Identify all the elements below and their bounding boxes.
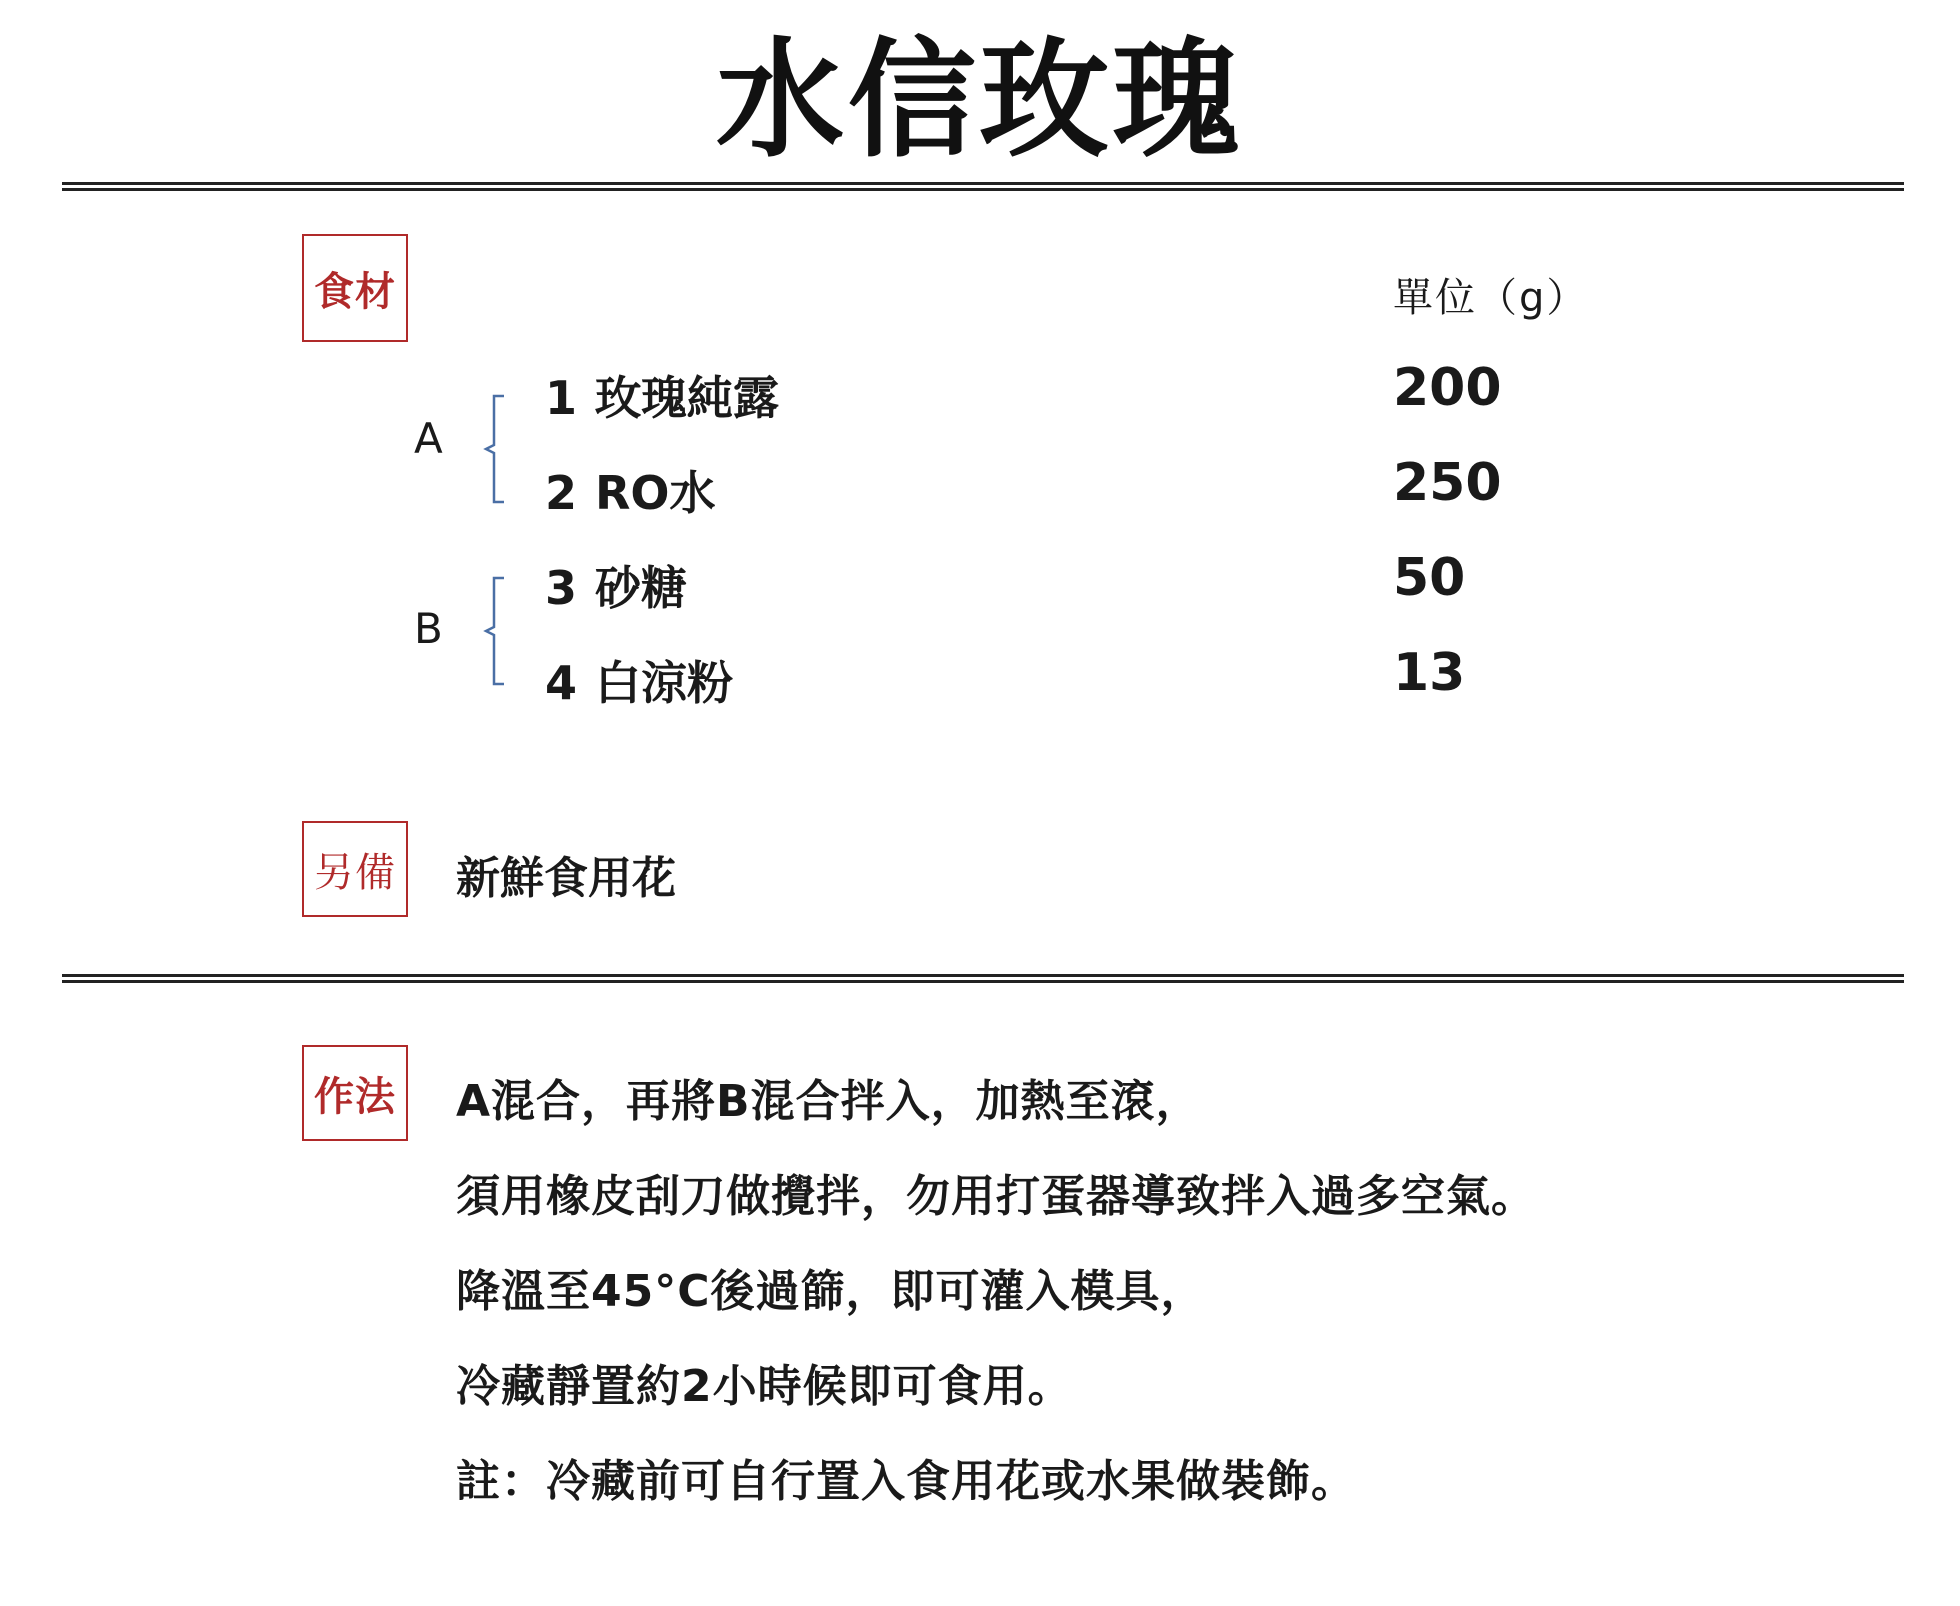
- ingredient-amount-2: 250: [1393, 453, 1502, 513]
- ingredient-num: 3: [545, 561, 578, 615]
- ingredient-row-3: [545, 552, 687, 618]
- ingredient-row-1: [545, 362, 779, 428]
- ingredients-label: 食材: [302, 234, 408, 342]
- extra-label: 另備: [302, 821, 408, 917]
- extra-text: 新鮮食用花: [456, 853, 676, 904]
- ingredient-num: 4: [545, 656, 578, 710]
- ingredient-amount-1: 200: [1393, 358, 1502, 418]
- ingredient-amount-4: 13: [1393, 643, 1466, 703]
- ingredient-num: 1: [545, 371, 578, 425]
- ingredient-name: RO水: [595, 466, 716, 520]
- ingredient-num: 2: [545, 466, 578, 520]
- method-line-3: 降溫至45°C後過篩，即可灌入模具，: [456, 1266, 1206, 1317]
- ingredient-name: 砂糖: [595, 561, 687, 615]
- unit-label: 單位（g）: [1393, 275, 1589, 321]
- ingredient-row-2: [545, 457, 716, 523]
- ingredient-name: 玫瑰純露: [595, 371, 779, 425]
- group-b-letter: B: [414, 604, 443, 653]
- method-line-5: 註：冷藏前可自行置入食用花或水果做裝飾。: [456, 1456, 1356, 1507]
- ingredient-name: 白涼粉: [595, 656, 733, 710]
- page-title: 水信玫瑰: [715, 26, 1244, 175]
- method-line-1: A混合，再將B混合拌入，加熱至滾，: [456, 1076, 1201, 1127]
- group-b-bracket-icon: [470, 574, 510, 688]
- group-a-bracket-icon: [470, 392, 510, 506]
- method-line-4: 冷藏靜置約2小時候即可食用。: [456, 1361, 1073, 1412]
- ingredient-row-4: [545, 647, 733, 713]
- method-line-2: 須用橡皮刮刀做攪拌，勿用打蛋器導致拌入過多空氣。: [456, 1171, 1536, 1222]
- method-label: 作法: [302, 1045, 408, 1141]
- top-divider: [62, 182, 1904, 191]
- group-a-letter: A: [414, 414, 443, 463]
- ingredient-amount-3: 50: [1393, 548, 1466, 608]
- middle-divider: [62, 974, 1904, 983]
